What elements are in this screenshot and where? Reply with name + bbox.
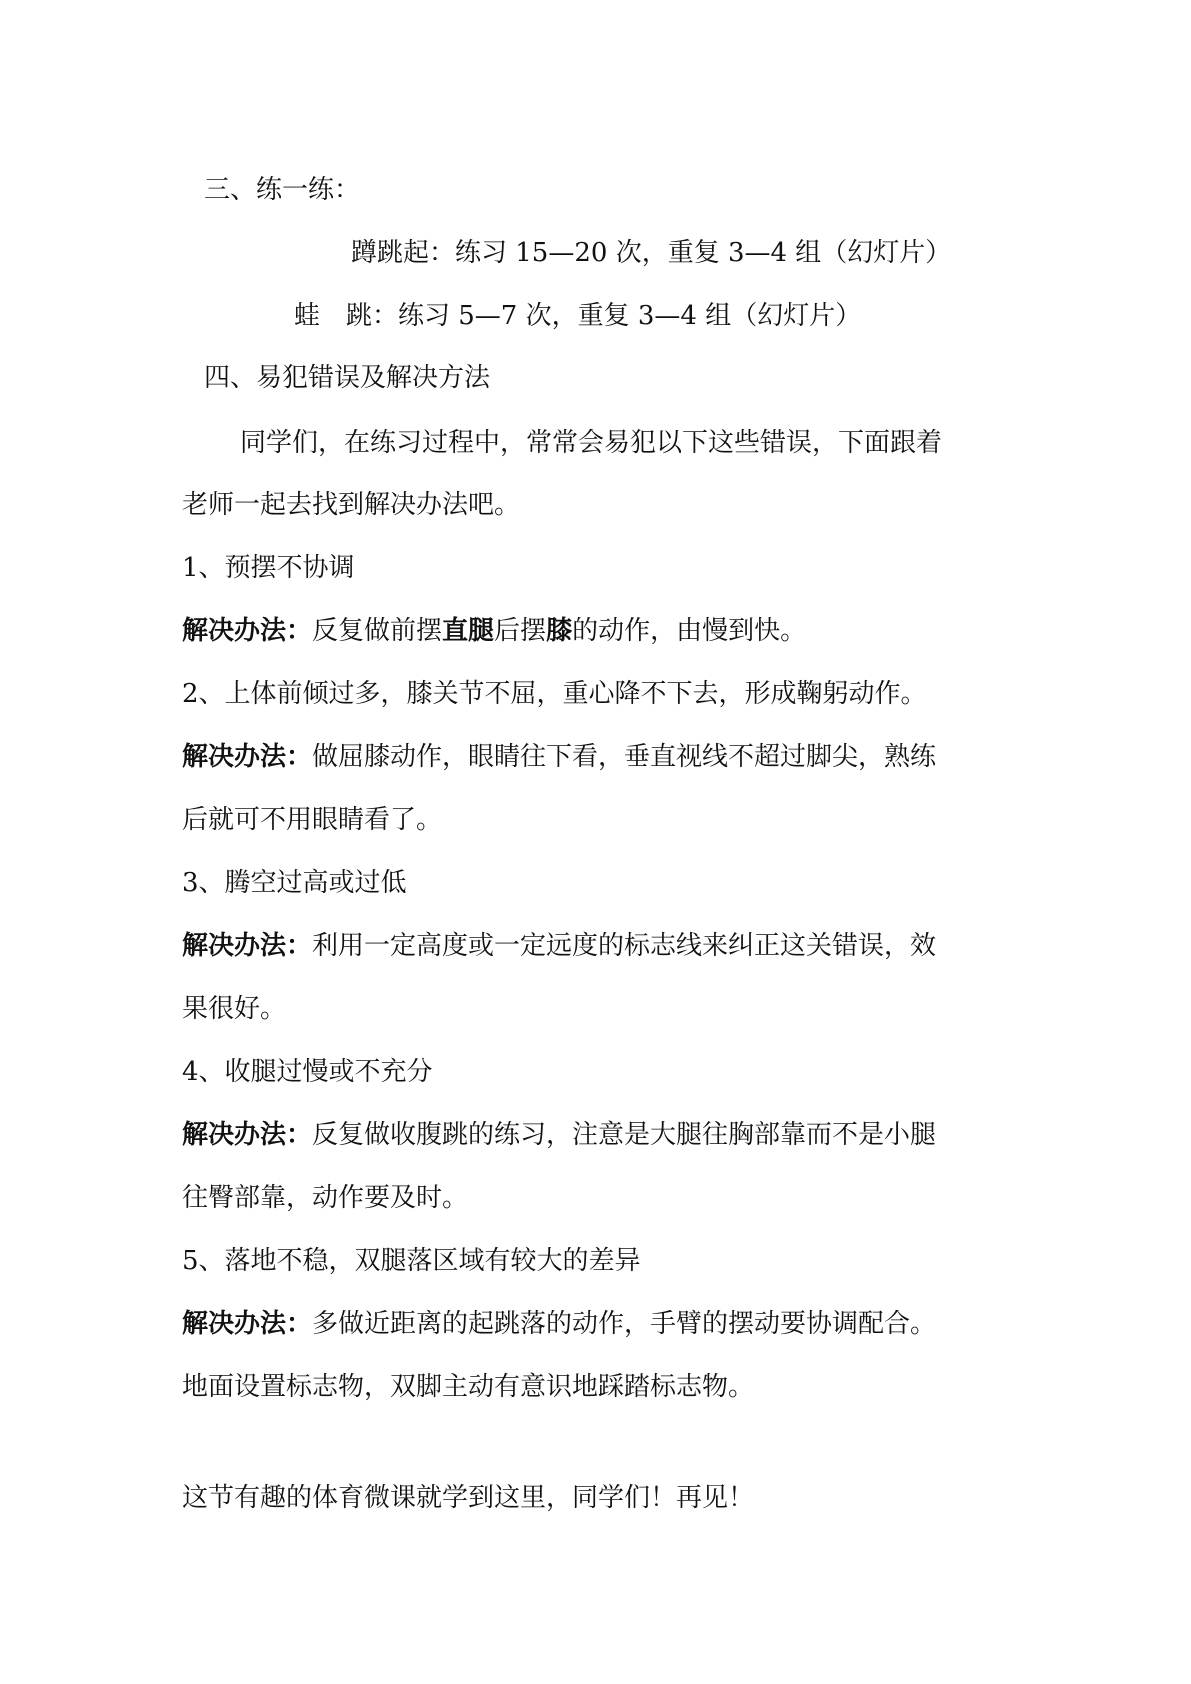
solution-text: 多做近距离的起跳落的动作，手臂的摆动要协调配合。 <box>312 1309 937 1339</box>
solution-label: 解决办法： <box>182 931 313 961</box>
solution-text: 后摆 <box>494 616 547 646</box>
solution-text: 反复做收腹跳的练习，注意是大腿往胸部靠而不是小腿 <box>312 1120 937 1150</box>
error-5-solution <box>182 1304 936 1344</box>
section-4-heading: 四、易犯错误及解决方法 <box>204 363 491 393</box>
solution-emphasis: 膝 <box>546 616 573 646</box>
error-3-solution-cont: 果很好。 <box>182 994 287 1024</box>
solution-label: 解决办法： <box>182 742 313 772</box>
solution-text: 做屈膝动作，眼睛往下看，垂直视线不超过脚尖，熟练 <box>312 742 937 772</box>
error-5-title: 5、落地不稳，双腿落区域有较大的差异 <box>182 1246 641 1276</box>
section-3-heading: 三、练一练： <box>204 175 361 205</box>
intro-line-1: 同学们，在练习过程中，常常会易犯以下这些错误，下面跟着 <box>240 428 943 458</box>
solution-emphasis: 直腿 <box>442 616 495 646</box>
exercise-frog-jump: 蛙 跳：练习 5—7 次，重复 3—4 组（幻灯片） <box>294 301 862 331</box>
error-3-solution <box>182 926 936 966</box>
error-4-solution-cont: 往臀部靠，动作要及时。 <box>182 1183 469 1213</box>
closing-line: 这节有趣的体育微课就学到这里，同学们！再见！ <box>182 1483 755 1513</box>
solution-label: 解决办法： <box>182 1120 313 1150</box>
solution-label: 解决办法： <box>182 616 313 646</box>
solution-text: 反复做前摆 <box>312 616 443 646</box>
error-1-title: 1、预摆不协调 <box>182 553 355 583</box>
error-4-solution <box>182 1115 936 1155</box>
solution-text: 的动作，由慢到快。 <box>572 616 807 646</box>
error-5-solution-cont: 地面设置标志物，双脚主动有意识地踩踏标志物。 <box>182 1372 755 1402</box>
error-2-solution-cont: 后就可不用眼睛看了。 <box>182 805 443 835</box>
solution-text: 利用一定高度或一定远度的标志线来纠正这关错误，效 <box>312 931 937 961</box>
error-1-solution <box>182 611 806 651</box>
solution-label: 解决办法： <box>182 1309 313 1339</box>
error-3-title: 3、腾空过高或过低 <box>182 868 407 898</box>
error-2-title: 2、上体前倾过多，膝关节不屈，重心降不下去，形成鞠躬动作。 <box>182 679 927 709</box>
intro-line-2: 老师一起去找到解决办法吧。 <box>182 490 521 520</box>
exercise-squat-jump: 蹲跳起：练习 15—20 次，重复 3—4 组（幻灯片） <box>351 238 952 268</box>
error-2-solution <box>182 737 936 777</box>
error-4-title: 4、收腿过慢或不充分 <box>182 1057 433 1087</box>
